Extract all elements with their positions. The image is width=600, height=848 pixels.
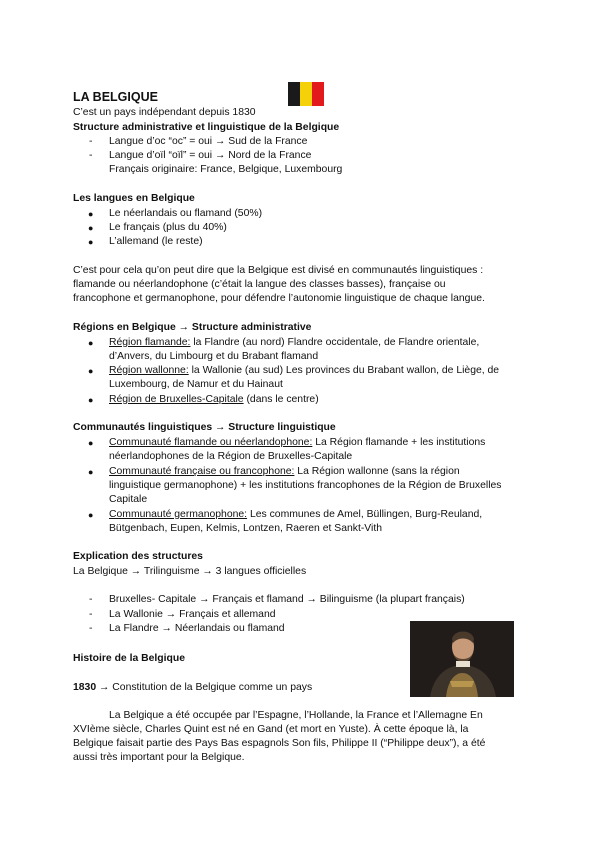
region-term: Région wallonne: — [109, 365, 189, 376]
list-item — [109, 508, 482, 522]
list-item — [109, 465, 460, 479]
dash-marker: - — [89, 136, 93, 147]
list-item-cont: néerlandophones de la Région de Bruxelles-Capitale — [109, 451, 353, 462]
community-desc: La Région flamande + les institutions — [312, 437, 486, 448]
year-line — [73, 681, 312, 695]
list-item-cont: Bütgenbach, Eupen, Kelmis, Lontzen, Raeren et Sankt-Vith — [109, 523, 383, 534]
community-term: Communauté française ou francophone: — [109, 466, 295, 477]
list-item: Langue d’oïl “oïl” = oui → Nord de la France — [109, 150, 312, 161]
structure-line: La Belgique → Trilinguisme → 3 langues officielles — [73, 566, 307, 577]
dash-marker: - — [89, 594, 93, 605]
list-item — [109, 364, 499, 378]
list-item: Bruxelles- Capitale → Français et flamand → Bilinguisme (la plupart français) — [109, 594, 465, 605]
section6-heading: Histoire de la Belgique — [73, 653, 186, 664]
flag-yellow-stripe — [300, 82, 312, 106]
region-desc: (dans le centre) — [243, 394, 319, 405]
list-item-cont: Capitale — [109, 494, 148, 505]
bullet-marker: ● — [88, 510, 94, 520]
region-desc: la Flandre (au nord) Flandre occidentale, de Flandre orientale, — [190, 337, 480, 348]
year-desc: → Constitution de la Belgique comme un pays — [96, 682, 313, 693]
dash-marker: - — [89, 623, 93, 634]
bullet-marker: ● — [88, 467, 94, 477]
community-desc: La Région wallonne (sans la région — [294, 466, 460, 477]
paragraph-line: C’est pour cela qu’on peut dire que la Belgique est divisé en communautés linguistiques : — [73, 265, 484, 276]
list-item-cont: Luxembourg, de Namur et du Hainaut — [109, 379, 283, 390]
portrait-image — [410, 621, 514, 697]
dash-marker: - — [89, 609, 93, 620]
bullet-marker: ● — [88, 366, 94, 376]
community-term: Communauté flamande ou néerlandophone: — [109, 437, 313, 448]
list-item: Langue d’oc “oc” = oui → Sud de la France — [109, 136, 308, 147]
paragraph-line: La Belgique a été occupée par l’Espagne, l’Hollande, la France et l’Allemagne En — [109, 710, 483, 721]
section3-heading: Régions en Belgique → Structure administrative — [73, 322, 312, 333]
subtitle: C’est un pays indépendant depuis 1830 — [73, 107, 256, 118]
section1-heading: Structure administrative et linguistique de la Belgique — [73, 122, 340, 133]
bullet-marker: ● — [88, 338, 94, 348]
list-item: Le français (plus du 40%) — [109, 222, 227, 233]
region-term: Région de Bruxelles-Capitale — [109, 394, 244, 405]
page-title: LA BELGIQUE — [73, 90, 158, 104]
portrait-drawing — [410, 621, 514, 697]
list-item-cont: d’Anvers, du Limbourg et du Brabant flamand — [109, 351, 319, 362]
community-desc: Les communes de Amel, Büllingen, Burg-Reuland, — [247, 509, 483, 520]
list-item-cont: linguistique germanophone) + les institutions francophones de la Région de Bruxelles — [109, 480, 502, 491]
paragraph-line: francophone et germanophone, pour défendre l’autonomie linguistique de chaque langue. — [73, 293, 485, 304]
bullet-marker: ● — [88, 237, 94, 247]
region-term: Région flamande: — [109, 337, 191, 348]
paragraph-line: Belgique faisait partie des Pays Bas espagnols Son fils, Philippe II (“Philippe deux”), a été — [73, 738, 486, 749]
bullet-marker: ● — [88, 223, 94, 233]
list-item — [109, 436, 485, 450]
bullet-marker: ● — [88, 209, 94, 219]
list-note: Français originaire: France, Belgique, Luxembourg — [109, 164, 343, 175]
list-item: L’allemand (le reste) — [109, 236, 203, 247]
list-item — [109, 393, 319, 407]
bullet-marker: ● — [88, 395, 94, 405]
flag-red-stripe — [312, 82, 324, 106]
paragraph-line: XVIème siècle, Charles Quint est né en Gand (et mort en Yuste). À cette époque là, la — [73, 724, 469, 735]
list-item: Le néerlandais ou flamand (50%) — [109, 208, 263, 219]
section5-heading: Explication des structures — [73, 551, 203, 562]
belgian-flag-icon — [288, 82, 324, 106]
section4-heading: Communautés linguistiques → Structure linguistique — [73, 422, 336, 433]
community-term: Communauté germanophone: — [109, 509, 248, 520]
flag-black-stripe — [288, 82, 300, 106]
list-item — [109, 336, 479, 350]
region-desc: la Wallonie (au sud) Les provinces du Brabant wallon, de Liège, de — [188, 365, 500, 376]
year: 1830 — [73, 682, 97, 693]
list-item: La Flandre → Néerlandais ou flamand — [109, 623, 285, 634]
paragraph-line: flamande ou néerlandophone (c’était la langue des classes basses), française ou — [73, 279, 446, 290]
section2-heading: Les langues en Belgique — [73, 193, 195, 204]
bullet-marker: ● — [88, 438, 94, 448]
paragraph-line: aussi très important pour la Belgique. — [73, 752, 245, 763]
list-item: La Wallonie → Français et allemand — [109, 609, 276, 620]
dash-marker: - — [89, 150, 93, 161]
